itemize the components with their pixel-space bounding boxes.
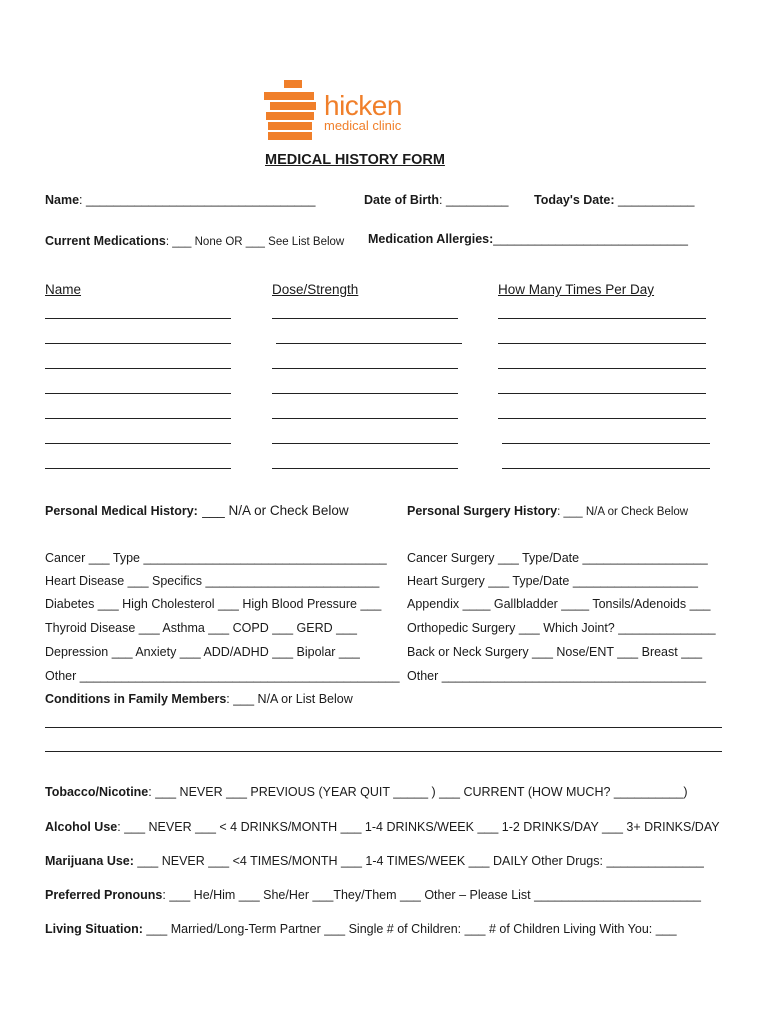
med-freq-line[interactable] [498,393,706,394]
surgery-history-item[interactable]: Appendix ____ Gallbladder ____ Tonsils/Adenoids ___ [407,597,711,611]
med-freq-line[interactable] [498,343,706,344]
med-name-line[interactable] [45,318,231,319]
personal-history-item[interactable]: Depression ___ Anxiety ___ ADD/ADHD ___ Bipolar ___ [45,645,360,659]
logo-brick [284,80,302,88]
name-field[interactable]: : _________________________________ [79,193,316,207]
today-label: Today's Date: [534,193,615,207]
col-header-frequency: How Many Times Per Day [498,282,655,297]
personal-history-option[interactable]: ___ N/A or Check Below [202,503,349,518]
medications-row [45,232,344,250]
surgery-history-item[interactable]: Other ______________________________________ [407,669,706,683]
allergies-label: Medication Allergies: [368,232,494,246]
med-freq-line[interactable] [502,443,710,444]
personal-history-item[interactable]: Thyroid Disease ___ Asthma ___ COPD ___ GERD ___ [45,621,357,635]
dob-row [364,193,509,207]
med-name-line[interactable] [45,368,231,369]
allergies-row [368,232,688,246]
today-field[interactable]: ___________ [614,193,695,207]
marijuana-row[interactable] [45,854,704,868]
personal-history-item[interactable]: Heart Disease ___ Specifics _________________________ [45,574,380,588]
marijuana-label: Marijuana Use: [45,854,134,868]
logo-subtitle: medical clinic [324,118,402,133]
today-row [534,193,695,207]
tobacco-row[interactable] [45,785,688,799]
med-name-line[interactable] [45,343,231,344]
col-header-name: Name [45,282,82,297]
alcohol-options[interactable]: : ___ NEVER ___ < 4 DRINKS/MONTH ___ 1-4 DRINKS/WEEK ___ 1-2 DRINKS/DAY ___ 3+ DRINKS/DAY [117,820,720,834]
med-dose-line[interactable] [272,368,458,369]
med-freq-line[interactable] [502,468,710,469]
header-row [45,193,315,207]
logo-wordmark: hicken [324,90,402,121]
med-name-line[interactable] [45,393,231,394]
alcohol-label: Alcohol Use [45,820,118,834]
pronouns-row[interactable] [45,888,701,902]
logo-brick [270,102,316,110]
pronouns-options[interactable]: : ___ He/Him ___ She/Her ___They/Them ___ Other – Please List ________________________ [162,888,701,902]
form-title: MEDICAL HISTORY FORM [265,152,445,168]
logo-brick [268,122,312,130]
medications-label: Current Medications [45,234,166,248]
surgery-history-item[interactable]: Cancer Surgery ___ Type/Date __________________ [407,551,708,565]
dob-label: Date of Birth [364,193,439,207]
med-dose-line[interactable] [272,418,458,419]
med-dose-line[interactable] [272,318,458,319]
family-conditions-option[interactable]: : ___ N/A or List Below [226,692,353,706]
med-dose-line[interactable] [272,468,458,469]
med-name-line[interactable] [45,468,231,469]
logo-brick [268,132,312,140]
marijuana-options[interactable]: ___ NEVER ___ <4 TIMES/MONTH ___ 1-4 TIMES/WEEK ___ DAILY Other Drugs: ______________ [133,854,704,868]
medications-options[interactable]: : ___ None OR ___ See List Below [165,236,345,248]
dob-field[interactable]: : _________ [439,193,509,207]
allergies-field[interactable]: ____________________________ [493,232,688,246]
surgery-history-label: Personal Surgery History [407,504,558,518]
med-freq-line[interactable] [498,368,706,369]
family-conditions-line[interactable] [45,751,722,752]
name-label: Name [45,193,80,207]
logo-brick [266,112,314,120]
surgery-history-item[interactable]: Orthopedic Surgery ___ Which Joint? ______________ [407,621,716,635]
med-freq-line[interactable] [498,318,706,319]
personal-history-item[interactable]: Cancer ___ Type ___________________________________ [45,551,387,565]
pronouns-label: Preferred Pronouns [45,888,163,902]
personal-history-item[interactable]: Diabetes ___ High Cholesterol ___ High Blood Pressure ___ [45,597,382,611]
med-name-line[interactable] [45,418,231,419]
med-dose-line[interactable] [272,443,458,444]
surgery-history-item[interactable]: Back or Neck Surgery ___ Nose/ENT ___ Breast ___ [407,645,703,659]
living-situation-row[interactable] [45,922,677,936]
tobacco-label: Tobacco/Nicotine [45,785,149,799]
surgery-history-item[interactable]: Heart Surgery ___ Type/Date __________________ [407,574,698,588]
med-dose-line[interactable] [276,343,462,344]
personal-history-item[interactable]: Other ______________________________________________ [45,669,400,683]
personal-history-header [45,502,349,520]
med-name-line[interactable] [45,443,231,444]
med-freq-line[interactable] [498,418,706,419]
clinic-logo [262,80,432,140]
alcohol-row[interactable] [45,820,720,834]
family-conditions-label: Conditions in Family Members [45,692,227,706]
med-dose-line[interactable] [272,393,458,394]
tobacco-options[interactable]: : ___ NEVER ___ PREVIOUS (YEAR QUIT _____ ) ___ CURRENT (HOW MUCH? __________) [148,785,688,799]
surgery-history-option[interactable]: : ___ N/A or Check Below [557,506,689,518]
col-header-dose: Dose/Strength [272,282,359,297]
living-situation-label: Living Situation: [45,922,143,936]
surgery-history-header [407,502,688,520]
living-situation-options[interactable]: ___ Married/Long-Term Partner ___ Single # of Children: ___ # of Children Living With You: ___ [142,922,677,936]
family-conditions-line[interactable] [45,727,722,728]
family-conditions-header [45,692,353,706]
logo-brick [264,92,314,100]
personal-history-label: Personal Medical History: [45,504,198,518]
